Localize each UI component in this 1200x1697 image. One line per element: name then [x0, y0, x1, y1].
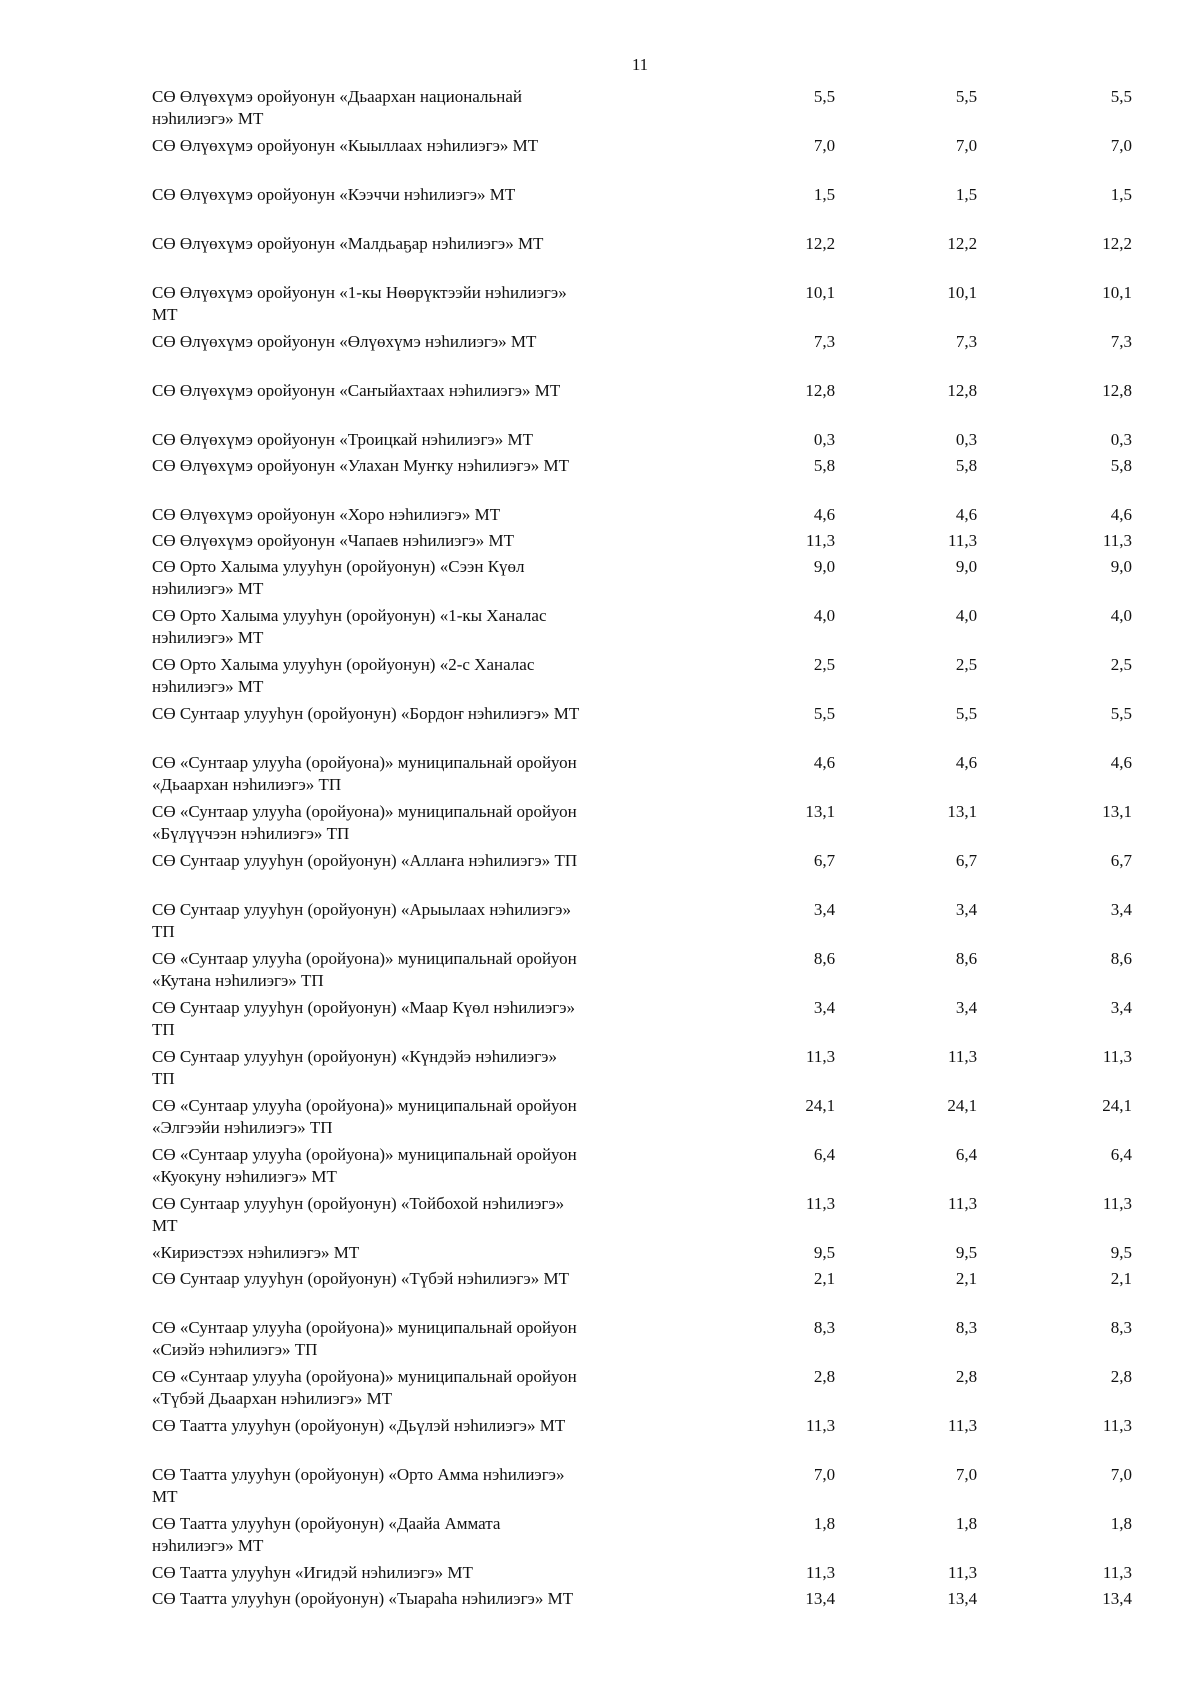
- row-value-2: 4,6: [955, 505, 978, 524]
- row-value-1: 1,5: [813, 185, 836, 204]
- row-value-3: 2,8: [1110, 1367, 1132, 1386]
- row-name: СӨ Өлүөхүмэ оройуонун «Кыыллаах нэһилиэгэ» МТ: [152, 136, 539, 155]
- table-row: [152, 1268, 1132, 1317]
- row-value-1: 1,8: [813, 1514, 836, 1533]
- table-row: [152, 948, 1132, 997]
- table-row: [152, 1317, 1132, 1366]
- row-value-2: 5,5: [955, 87, 978, 106]
- row-value-2: 10,1: [947, 283, 978, 302]
- row-value-2: 0,3: [955, 430, 978, 449]
- row-value-2: 2,8: [955, 1367, 978, 1386]
- table-row: [152, 380, 1132, 429]
- table-row: [152, 282, 1132, 331]
- table-row: [152, 184, 1132, 233]
- row-value-3: 1,5: [1110, 185, 1132, 204]
- row-value-1: 11,3: [806, 1563, 836, 1582]
- page-number: 11: [631, 55, 649, 74]
- row-value-3: 4,0: [1110, 606, 1132, 625]
- row-value-1: 2,5: [813, 655, 836, 674]
- row-value-1: 5,8: [813, 456, 836, 475]
- row-value-2: 5,8: [955, 456, 978, 475]
- row-value-3: 1,8: [1110, 1514, 1132, 1533]
- row-name: СӨ «Сунтаар улууһа (оройуона)» муниципальнай оройуон «Түбэй Дьаархан нэһилиэгэ» МТ: [152, 1367, 577, 1408]
- row-value-2: 9,0: [955, 557, 978, 576]
- row-value-2: 1,5: [955, 185, 978, 204]
- row-name: СӨ Сунтаар улууһун (оройуонун) «Күндэйэ нэһилиэгэ» ТП: [152, 1047, 557, 1088]
- row-value-3: 11,3: [1102, 531, 1132, 550]
- row-value-1: 12,8: [805, 381, 836, 400]
- row-value-1: 11,3: [806, 1194, 836, 1213]
- row-value-1: 24,1: [805, 1096, 836, 1115]
- row-value-3: 5,5: [1110, 704, 1132, 723]
- table-row: [152, 86, 1132, 135]
- table-row: [152, 1095, 1132, 1144]
- row-value-3: 3,4: [1110, 900, 1132, 919]
- row-value-3: 4,6: [1110, 753, 1132, 772]
- table-row: [152, 654, 1132, 703]
- row-name: СӨ Таатта улууһун (оройуонун) «Тыараһа нэһилиэгэ» МТ: [152, 1589, 574, 1608]
- row-value-2: 11,3: [948, 1563, 978, 1582]
- table-row: [152, 605, 1132, 654]
- table-row: [152, 556, 1132, 605]
- row-value-3: 8,3: [1110, 1318, 1132, 1337]
- row-value-2: 6,4: [955, 1145, 978, 1164]
- row-value-3: 6,7: [1110, 851, 1132, 870]
- row-value-1: 7,0: [813, 136, 836, 155]
- row-name: СӨ Өлүөхүмэ оройуонун «1-кы Нөөрүктээйи нэһилиэгэ» МТ: [152, 283, 567, 324]
- row-value-1: 9,0: [813, 557, 836, 576]
- table-row: [152, 1046, 1132, 1095]
- table-row: [152, 455, 1132, 504]
- table-row: [152, 504, 1132, 530]
- table-row: [152, 899, 1132, 948]
- row-value-3: 12,8: [1102, 381, 1132, 400]
- row-name: СӨ Өлүөхүмэ оройуонун «Дьаархан национальнай нэһилиэгэ» МТ: [152, 87, 522, 128]
- table-row: [152, 1366, 1132, 1415]
- row-name: СӨ Өлүөхүмэ оройуонун «Малдьаҕар нэһилиэгэ» МТ: [152, 234, 544, 253]
- row-value-2: 11,3: [948, 1194, 978, 1213]
- row-value-1: 4,6: [813, 753, 836, 772]
- row-name: СӨ «Сунтаар улууһа (оройуона)» муниципальнай оройуон «Дьаархан нэһилиэгэ» ТП: [152, 753, 577, 794]
- row-value-2: 11,3: [948, 1047, 978, 1066]
- row-value-3: 5,8: [1110, 456, 1132, 475]
- row-name: СӨ Өлүөхүмэ оройуонун «Саҥыйахтаах нэһилиэгэ» МТ: [152, 381, 561, 400]
- row-value-3: 3,4: [1110, 998, 1132, 1017]
- row-value-1: 11,3: [806, 1047, 836, 1066]
- row-value-2: 4,6: [955, 753, 978, 772]
- row-value-1: 12,2: [805, 234, 836, 253]
- row-value-2: 2,5: [955, 655, 978, 674]
- row-value-1: 13,1: [805, 802, 836, 821]
- row-value-1: 4,0: [813, 606, 836, 625]
- row-name: СӨ Сунтаар улууһун (оройуонун) «Бордоҥ нэһилиэгэ» МТ: [152, 704, 580, 723]
- row-name: СӨ Өлүөхүмэ оройуонун «Кээччи нэһилиэгэ» МТ: [152, 185, 516, 204]
- row-value-3: 9,0: [1110, 557, 1132, 576]
- table-row: [152, 1562, 1132, 1588]
- row-value-1: 3,4: [813, 900, 836, 919]
- row-value-3: 13,4: [1102, 1589, 1132, 1608]
- row-name: СӨ Сунтаар улууһун (оройуонун) «Арыылаах нэһилиэгэ» ТП: [152, 900, 571, 941]
- row-value-1: 0,3: [813, 430, 836, 449]
- row-value-3: 0,3: [1110, 430, 1132, 449]
- row-name: СӨ Орто Халыма улууһун (оройуонун) «Сээн Күөл нэһилиэгэ» МТ: [152, 557, 525, 598]
- row-name: СӨ «Сунтаар улууһа (оройуона)» муниципальнай оройуон «Куокуну нэһилиэгэ» МТ: [152, 1145, 577, 1186]
- row-value-2: 13,4: [947, 1589, 978, 1608]
- row-name: СӨ Сунтаар улууһун (оройуонун) «Тойбохой нэһилиэгэ» МТ: [152, 1194, 565, 1235]
- row-value-2: 1,8: [955, 1514, 978, 1533]
- row-value-1: 6,4: [813, 1145, 836, 1164]
- row-value-3: 11,3: [1102, 1047, 1132, 1066]
- row-value-1: 6,7: [813, 851, 836, 870]
- table-row: [152, 429, 1132, 455]
- row-name: СӨ Таатта улууһун (оройуонун) «Даайа Аммата нэһилиэгэ» МТ: [152, 1514, 501, 1555]
- row-value-2: 4,0: [955, 606, 978, 625]
- row-name: СӨ «Сунтаар улууһа (оройуона)» муниципальнай оройуон «Элгээйи нэһилиэгэ» ТП: [152, 1096, 577, 1137]
- row-value-3: 9,5: [1110, 1243, 1132, 1262]
- row-value-2: 12,8: [947, 381, 978, 400]
- row-value-2: 7,0: [955, 1465, 978, 1484]
- row-value-3: 5,5: [1110, 87, 1132, 106]
- row-value-1: 13,4: [805, 1589, 836, 1608]
- row-value-1: 10,1: [805, 283, 836, 302]
- row-value-2: 11,3: [948, 1416, 978, 1435]
- row-name: СӨ «Сунтаар улууһа (оройуона)» муниципальнай оройуон «Сиэйэ нэһилиэгэ» ТП: [152, 1318, 577, 1359]
- row-value-3: 8,6: [1110, 949, 1132, 968]
- row-value-2: 7,3: [955, 332, 978, 351]
- table-row: [152, 331, 1132, 380]
- table-row: [152, 801, 1132, 850]
- row-value-3: 2,1: [1110, 1269, 1132, 1288]
- row-value-1: 7,0: [813, 1465, 836, 1484]
- row-value-3: 7,0: [1110, 136, 1132, 155]
- row-value-1: 2,1: [813, 1269, 836, 1288]
- row-value-1: 8,6: [813, 949, 836, 968]
- table-row: [152, 1193, 1132, 1242]
- row-name: СӨ Таатта улууһун «Игидэй нэһилиэгэ» МТ: [152, 1563, 473, 1582]
- row-value-3: 4,6: [1110, 505, 1132, 524]
- row-value-2: 3,4: [955, 900, 978, 919]
- row-value-3: 11,3: [1102, 1416, 1132, 1435]
- row-value-1: 11,3: [806, 531, 836, 550]
- table-row: [152, 1144, 1132, 1193]
- row-value-3: 11,3: [1102, 1563, 1132, 1582]
- row-value-1: 4,6: [813, 505, 836, 524]
- table-row: [152, 703, 1132, 752]
- row-name: СӨ «Сунтаар улууһа (оройуона)» муниципальнай оройуон «Кутана нэһилиэгэ» ТП: [152, 949, 577, 990]
- row-name: СӨ Сунтаар улууһун (оройуонун) «Маар Күөл нэһилиэгэ» ТП: [152, 998, 576, 1039]
- row-value-1: 7,3: [813, 332, 836, 351]
- row-value-2: 13,1: [947, 802, 978, 821]
- row-value-1: 5,5: [813, 704, 836, 723]
- row-name: СӨ Өлүөхүмэ оройуонун «Өлүөхүмэ нэһилиэгэ» МТ: [152, 332, 537, 351]
- row-value-2: 6,7: [955, 851, 978, 870]
- row-name: СӨ Орто Халыма улууһун (оройуонун) «2-с Ханалас нэһилиэгэ» МТ: [152, 655, 535, 696]
- table-row: [152, 1415, 1132, 1464]
- row-value-2: 24,1: [947, 1096, 978, 1115]
- row-name: СӨ Таатта улууһун (оройуонун) «Орто Амма нэһилиэгэ» МТ: [152, 1465, 565, 1506]
- row-name: СӨ Өлүөхүмэ оройуонун «Хоро нэһилиэгэ» МТ: [152, 505, 501, 524]
- row-value-3: 6,4: [1110, 1145, 1132, 1164]
- table-row: [152, 997, 1132, 1046]
- table-row: [152, 135, 1132, 184]
- row-value-3: 12,2: [1102, 234, 1132, 253]
- row-name: СӨ «Сунтаар улууһа (оройуона)» муниципальнай оройуон «Бүлүүчээн нэһилиэгэ» ТП: [152, 802, 577, 843]
- table-row: [152, 233, 1132, 282]
- table-row: [152, 1242, 1132, 1268]
- row-value-1: 5,5: [813, 87, 836, 106]
- table-row: [152, 752, 1132, 801]
- row-value-2: 12,2: [947, 234, 978, 253]
- row-value-3: 24,1: [1102, 1096, 1132, 1115]
- row-value-3: 7,0: [1110, 1465, 1132, 1484]
- row-value-3: 13,1: [1102, 802, 1132, 821]
- row-value-1: 11,3: [806, 1416, 836, 1435]
- row-value-2: 3,4: [955, 998, 978, 1017]
- row-value-3: 2,5: [1110, 655, 1132, 674]
- row-value-2: 2,1: [955, 1269, 978, 1288]
- row-value-2: 5,5: [955, 704, 978, 723]
- row-value-2: 7,0: [955, 136, 978, 155]
- row-value-2: 8,6: [955, 949, 978, 968]
- row-name: СӨ Сунтаар улууһун (оройуонун) «Түбэй нэһилиэгэ» МТ: [152, 1269, 569, 1288]
- row-name: СӨ Өлүөхүмэ оройуонун «Троицкай нэһилиэгэ» МТ: [152, 430, 533, 449]
- row-value-2: 9,5: [955, 1243, 978, 1262]
- row-value-1: 9,5: [813, 1243, 836, 1262]
- row-name: СӨ Орто Халыма улууһун (оройуонун) «1-кы Ханалас нэһилиэгэ» МТ: [152, 606, 547, 647]
- table-row: [152, 1513, 1132, 1562]
- table-row: [152, 1588, 1132, 1614]
- row-value-1: 2,8: [813, 1367, 836, 1386]
- allocation-table: [152, 86, 1132, 1614]
- row-value-2: 11,3: [948, 531, 978, 550]
- row-value-3: 7,3: [1110, 332, 1132, 351]
- row-name: СӨ Сунтаар улууһун (оройуонун) «Аллаҥа нэһилиэгэ» ТП: [152, 851, 578, 870]
- table-row: [152, 850, 1132, 899]
- row-value-2: 8,3: [955, 1318, 978, 1337]
- row-name: СӨ Таатта улууһун (оройуонун) «Дьүлэй нэһилиэгэ» МТ: [152, 1416, 566, 1435]
- row-name: СӨ Өлүөхүмэ оройуонун «Улахан Муҥку нэһилиэгэ» МТ: [152, 456, 570, 475]
- row-value-1: 8,3: [813, 1318, 836, 1337]
- row-name: СӨ Өлүөхүмэ оройуонун «Чапаев нэһилиэгэ» МТ: [152, 531, 514, 550]
- table-row: [152, 530, 1132, 556]
- row-name: «Кириэстээх нэһилиэгэ» МТ: [152, 1243, 360, 1262]
- row-value-3: 10,1: [1102, 283, 1132, 302]
- row-value-1: 3,4: [813, 998, 836, 1017]
- row-value-3: 11,3: [1102, 1194, 1132, 1213]
- table-row: [152, 1464, 1132, 1513]
